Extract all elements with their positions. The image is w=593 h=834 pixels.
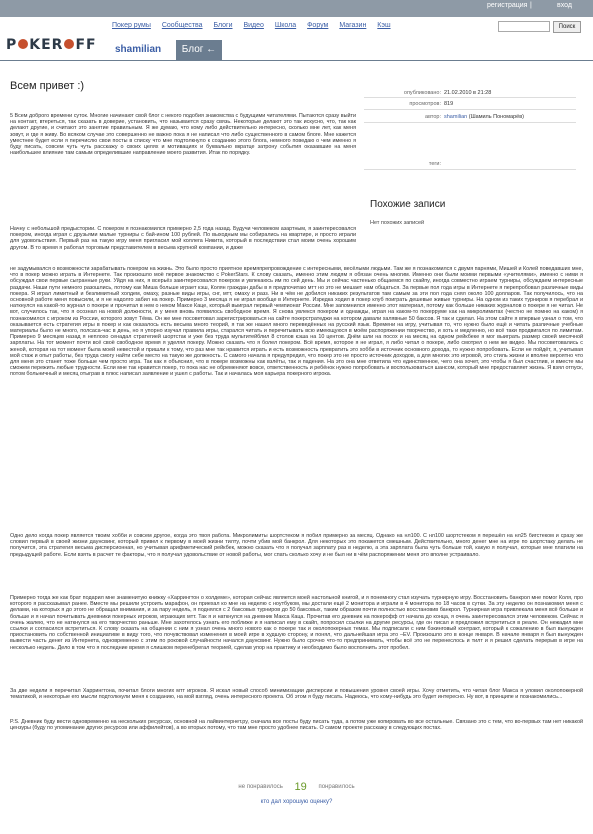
- post-paragraph: Начну с небольшой предыстории. С покером я познакомился примерно 2,5 года назад. Будучи человеком азартным, я заинтересовался покером, иногда играя с друзьями малые турниры с бай-ином 100 рублей. По выходным мы собирались на квартире, и просто играли для удовольствия. Первый раз на такую игру меня пригласил мой коллега Никита, который в последствии стал моим очень хорошим другом. В то время я работал торговым представителем в весьма крупной компании, и даже: [10, 226, 356, 251]
- login-link[interactable]: вход: [557, 2, 572, 9]
- nav-video[interactable]: Видео: [243, 22, 264, 29]
- chip-icon: [18, 39, 28, 49]
- user-tab[interactable]: shamilian: [115, 44, 162, 55]
- search-button[interactable]: Поиск: [553, 21, 581, 33]
- similar-posts-title: Похожие записи: [370, 199, 446, 210]
- similar-posts-empty: Нет похожих записей: [370, 220, 425, 226]
- nav-cash[interactable]: Кэш: [377, 22, 391, 29]
- post-title: Всем привет :): [10, 80, 85, 92]
- post-paragraph: Одно дело когда покер является твоим хобби и совсем другое, когда это твоя работа. Микролимиты шортстеком я побил примерно за месяц. Однако на нл100. С нл100 шортстеком я перешёл на нл25 бигстеком и сразу же словил первый в своей жизни даунсвинг, который привел к первому в моей жизни тилту, почти убив мой банкрол. Для некоторых это покажется смешным. Действительно, много денег мне на игре по шортстаку делать не получится, эта стратегия весьма дисперсионная, но учитывая арифметический рейкбек, можно сказать что я получал зарплату раз в неделю, а эта зарплата была чуть больше той, какую я получал, которые мне платили на предыдущей работе. Если взять в расчет те факторы, что я получал удовольствие от новой работы, мог спать сколько хочу и не был ни в чём распоряжении меня это вполне устраивало.: [10, 533, 583, 558]
- nav-forum[interactable]: Форум: [307, 22, 329, 29]
- meta-divider: [364, 122, 576, 123]
- top-bar: [0, 0, 593, 17]
- meta-divider: [364, 169, 576, 170]
- post-paragraph: 5 Всем доброго времени суток. Многие начинают свой блог с некого подобия знакомства с будущими читателями. Пытаются сразу выйти на контакт, втереться, так сказать в доверие, установить, что называется сразу связь. Некоторые делают это так искусно, что, так как делают другие, и считают это занятие правильным. Я же думаю, что кому либо действительно интересно, сколько мне лет, как меня зовут, и где я живу. Во всяком случае это совершенно не важно пока я не написал что либо существенного в самом блоге. Мне кажется уместнее будет если я перечислю свои посты в списку что мне подтолкнуло к созданию этого блога, немного поведаю о чем именно я буду писать, совсем чуть чуть расскажу о своих целях и мотивациях и буквально вкратце затрону события оказавшие на меня наибольшее влияние там самым определившие направление моего развития. Итак по порядку.: [10, 113, 356, 157]
- nav-communities[interactable]: Сообщества: [161, 22, 203, 29]
- dislike-button[interactable]: не понравилось: [238, 784, 283, 790]
- post-paragraph: Примерно тогда же как брат подарил мне знаменитую книжку «Харрингтон о холдеме», которая сейчас является моей настольной книгой, и я понемногу стал изучать турнирную игру. Восстановить банкрол мне помог Коля, про которого я рассказывал ранее. Вместе мы решили устроить марафон, он приехал ко мне на неделю с ноутбуком, мы достали ещё 2 монитора и играли в 4 монитора по 18 часов в сутки. За эту неделю он познакомил меня с делами, на которых я до этого не обращал внимания, и за пару недель, я поднялся с 2 баксовых турниров до 50 баксовых, таким образом почти полностью восстановив банкрол. Турнирная игра привлекала меня всё больше и больше и я начал почитывать дневники покерных игроков, играющих мтт. Так я и наткнулся на дневник Макса Каца. Прочитав его дневник на покерофф от начала до конца, я очень заинтересовался этим человеком. Сейчас я очень жалею, что не наткнулся на его творчество раньше. Мне захотелось узнать его поближе и я написал ему в скайп, попросил ссылки на другие ресурсы, где он писал и предложил встретиться в реале. Он нежадил мне ссылки и согласился встретиться. К слову сказать на общении с ним я узнал очень много нового как о покере так и околопокерных темах. Мы подписали с ним бэкинговый контракт, который к сожалению в был вынужден приостановить по собственной инициативе в виду того, что почувствовал изменения в моей игре в худшую сторону, и понял, что дальнейшая игра это –EV. Произошло это в конце января. В начале января я был вынужден вывести часть денег из Интернета, одновременно с этим по роковой случайности начался даунсвинг. Нужно было срочно что-то предпринимать, чтобы всё это не перенеслось и тилт и я решил сделать перерыв в игре на несколько недель. Дело в том что я последние время я слишком перенебрегал теорией, сделав упор на практику и необходимо было восполнить этот пробел.: [10, 595, 583, 651]
- rating-score: 19: [294, 781, 307, 793]
- chip-icon: [64, 39, 74, 49]
- nav-blogs[interactable]: Блоги: [213, 22, 233, 29]
- who-rated-link-text[interactable]: кто дал хорошую оценку?: [260, 799, 333, 805]
- nav-shop[interactable]: Магазин: [339, 22, 367, 29]
- meta-divider: [364, 109, 576, 110]
- post-paragraph: не задумывался о возможности зарабатывать покером на жизнь. Это было просто приятное времяпрепровождение с интересными, весёлыми людьми. Там же я познакомился с двумя парнями, Мишей и Колей поведавших мне, что в покер можно играть в Интернете. Так произошло моё первое знакомство с PokerStars. К слову сказать, именно этим людям я обязан очень многим. Именно они были моими первыми «учителями», именно с ними я обсуждал свои первые сыгранные руки. Уйдя на них, я всерьёз заинтересовался покером и увлекаюсь им по сей день. Мы и сейчас частенько общаемся по скайпу, иногда совместно играем турниры, обсуждаем интересные раздачи. Наши пути немного разошлись, потому как Миша больше играет кэш, Колян граждан дабы в я предпочитаю мтт но это не мешает нам общаться. За первые пол года игры в Интернете я перепробовал различные виды покера. Я играл лимитный и безлимитный холдем, омаху, разные виды игры, снг, мтт, омаху и разз. Ни в чём не добился никаких результатов там самым за эти пол года снял около 100 долларов. Так получилось, что на основной работе меня повысили, и я не надолго забил на покер. Примерно 3 месяца я не играл вообще в Интернете. Изредка ходил в покер клуб поиграть дешевые живые турниры. На одном из таких турниров я перебрал и наткнулся на какой-то журнал о покере и прочитал в нем о неком Максе Каце, который выиграл первый чемпионат России. Мне запомнился именно этот материал, потому как больше никаких журналов о покере я не читал. Не вот, случилось так, что я осознал на новой должности, и у меня вновь появилось свободное время. Я снова увлекся покером и однажды, играя на каком-то покерруме как на микролимитах (честно не помню на каком) я познакомился с игроком из России, которого зовут Тёма. Он же мне посоветовал зарегистрироваться на сайте покерстратеджи на котором давали халявные 50 баксов. Я так и сделал. На этом сайте я впервые узнал о том, что оказывается есть стратегия игры в покер и как оказалось есть весьма много теорий, я так же нашел много переведённых на русский язык. Времени на игру, учитывая то, что нужно было ещё и читать различные учебные материалы было не много, полсаса-час в день, но я упорно изучал правила игры, старался читать и перечитывать всю имеющуюся в моём распоряжении творчество, и хоть и медленно, но всё таки продвигался по лимитам. Примерно 9 месяцев назад я неплохо сенадал стратегией шортстак и уже без труда мультитейблил 8 столов кэша на 10 центов. Днём шли на посох и на месяц на одном рейкбеке я мог выиграть размер своей месячной зарплаты. На тот момент почти всё своё свободное время я уделял покеру. Можно сказать что я болел покером. Всё время, которое я не играл, я либо читал о покере, либо смотрел о нем же видео. Мы посоветовались с женой, которая на тот момент была моей невестой и пришли к тому, что раз мне так нравится играть и есть возможность превратить это хобби в источник основного дохода, то нужно попробовать. Если не пойдёт, я, учитывая мой стаж и опыт работы, без труда смогу найти себе место на такую же должность. С самого начала я предупредил, что покер это не просто источник доходов, а для многих это игровой, это стиль жизни и вполне вероятно что для меня это станет тоже больше чем просто игра. Так как я объяснил, что в покере возможны как взлёты, так и падения. На это она мне ответила что единственное, чего она хочет, это чтобы я был счастлив, и вместе мы сможем пережить любые трудности. Если мне так нравится покер, то пока нас не обременяют вовсе, ответственность и ребёнок нужно попробовать и воспользоваться шансом, который мне предоставляет жизнь. Я взял отпуск, потом больничный и месяц отыграв в плюс написал заявление и ушел с работы. Так и началась моя карьера покерного игрока.: [10, 266, 583, 378]
- tab-blog[interactable]: Блог ←: [176, 40, 222, 60]
- author-real-name: (Шамиль Пономарёв): [468, 114, 524, 120]
- register-link[interactable]: регистрация: [487, 2, 528, 9]
- post-paragraph: P.S. Дневник буду вести одновременно на нескольких ресурсах, основной на лайвинтернет.ру, сначала все посты буду писать туда, а потом уже копировать во все остальные. Связано это с тем, что во-первых там нет никакой цензуры (буду по упоминание других ресурсов или аффилейтов), а во вторых потому, что там мне просто удобнее писать. О самом проекте расскажу в следующих постах.: [10, 719, 583, 732]
- meta-divider: [364, 97, 576, 98]
- topbar-divider: |: [530, 2, 532, 9]
- search-input[interactable]: [498, 21, 550, 32]
- nav-poker-rooms[interactable]: Покер румы: [112, 22, 151, 29]
- rating-bar: [0, 781, 593, 793]
- nav-school[interactable]: Школа: [274, 22, 297, 29]
- main-nav: [112, 22, 400, 29]
- author-link[interactable]: shamilian: [444, 114, 468, 120]
- tab-divider: [0, 60, 593, 61]
- who-rated-link[interactable]: [0, 799, 593, 805]
- post-paragraph: За две недели я перечитал Харрингтона, почитал блоги многих мтт игроков. Я искал новый способ минимизации дисперсии и повышения уровня своей игры. Хочу отметить, что читая блог Макса я уловил околопокерной тематикой, и некоторые его мысли подтолкнули меня к созданию, на мой взгляд, очень интересного проекта. Об этом я буду писать. Надеюсь, что кому-нибудь это будет интересно. Ну вот, в принципе и познакомились...: [10, 688, 583, 701]
- like-button[interactable]: понравилось: [318, 784, 355, 790]
- site-logo[interactable]: P KER FF: [6, 37, 97, 53]
